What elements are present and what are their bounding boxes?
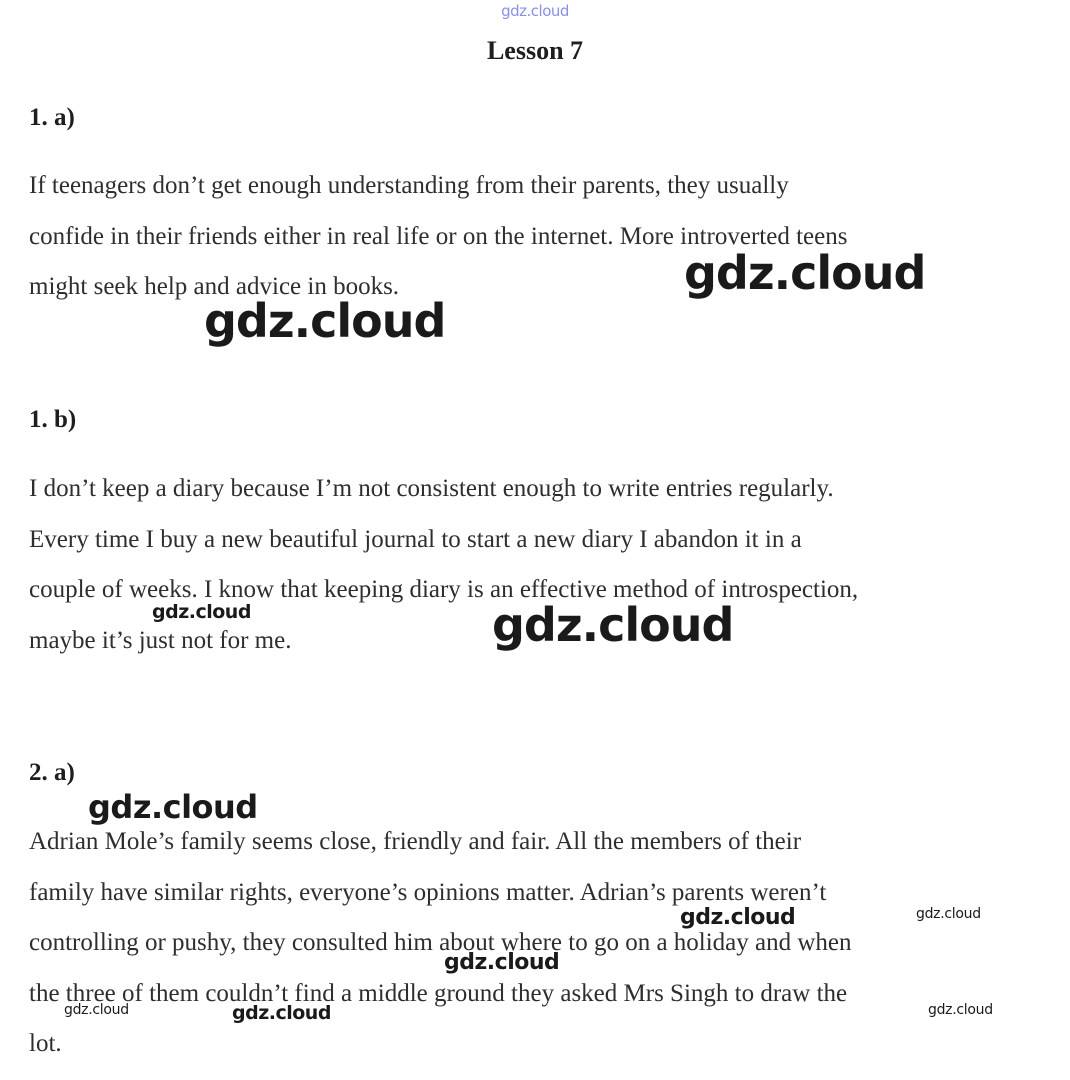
- text-line: maybe it’s just not for me.: [29, 626, 292, 654]
- watermark: gdz.cloud: [680, 905, 796, 930]
- text-line: If teenagers don’t get enough understanding from their parents, they usually: [29, 172, 789, 199]
- section-text-2a: [29, 817, 1049, 1070]
- watermark: gdz.cloud: [88, 788, 258, 826]
- text-line: Adrian Mole’s family seems close, friendly and fair. All the members of their: [29, 828, 802, 855]
- text-line: controlling or pushy, they consulted him about where to go on a holiday and when: [29, 929, 852, 956]
- text-line: lot.: [29, 1030, 62, 1057]
- watermark: gdz.cloud: [204, 294, 446, 348]
- section-heading-1a: 1. a): [29, 104, 75, 131]
- text-line: confide in their friends either in real life or on the internet. More introverted teens: [29, 222, 848, 250]
- watermark: gdz.cloud: [916, 906, 981, 922]
- watermark: gdz.cloud: [232, 1002, 331, 1024]
- page-title: Lesson 7: [486, 36, 584, 65]
- watermark: gdz.cloud: [152, 601, 251, 623]
- watermark: gdz.cloud: [492, 598, 734, 652]
- text-line: couple of weeks. I know that keeping diary is an effective method of introspection,: [29, 576, 859, 603]
- watermark: gdz.cloud: [444, 950, 560, 975]
- text-line: family have similar rights, everyone’s opinions matter. Adrian’s parents weren’t: [29, 878, 827, 906]
- section-heading-1b: 1. b): [29, 406, 77, 433]
- text-line: I don’t keep a diary because I’m not consistent enough to write entries regularly.: [29, 475, 834, 502]
- text-line: Every time I buy a new beautiful journal to start a new diary I abandon it in a: [29, 525, 802, 553]
- text-line: the three of them couldn’t find a middle ground they asked Mrs Singh to draw the: [29, 979, 848, 1007]
- watermark: gdz.cloud: [928, 1002, 993, 1018]
- section-heading-2a: 2. a): [29, 759, 75, 786]
- top-watermark: gdz.cloud: [501, 2, 569, 20]
- watermark: gdz.cloud: [64, 1002, 129, 1018]
- watermark: gdz.cloud: [684, 246, 926, 300]
- text-line: might seek help and advice in books.: [29, 273, 400, 300]
